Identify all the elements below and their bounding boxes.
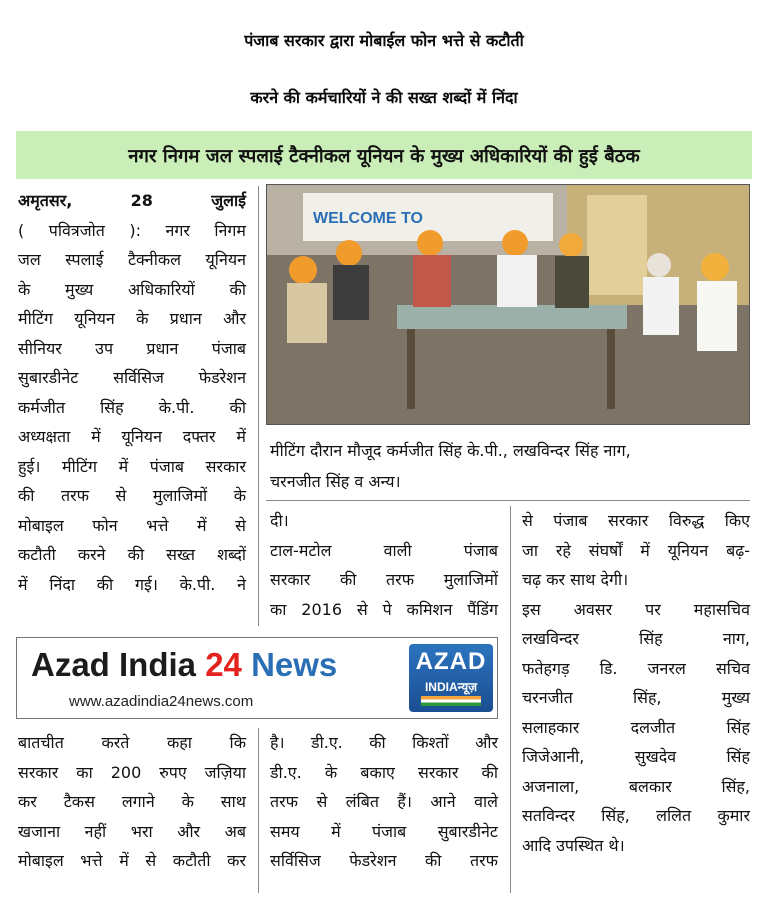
ad-brand-part: Azad India	[31, 646, 206, 683]
article-line: की तरफ से मुलाजिमों के	[18, 486, 246, 505]
article-line: सलाहकार दलजीत सिंह	[522, 717, 750, 737]
article-line: कर्मजीत सिंह के.पी. की	[18, 397, 246, 417]
article-line: जा रहे संघर्षों में यूनियन बढ़-	[522, 540, 750, 560]
article-line: चढ़ कर साथ देगी।	[522, 570, 629, 589]
article-line: सर्विसिज फेडरेशन की तरफ	[270, 851, 498, 870]
advertisement-banner[interactable]	[16, 637, 498, 719]
article-line: जिजेआनी, सुखदेव सिंह	[522, 747, 750, 766]
article-line: सतविन्दर सिंह, ललित कुमार	[522, 806, 750, 825]
ad-brand-part: News	[241, 646, 338, 683]
article-line: खजाना नहीं भरा और अब	[18, 821, 246, 841]
article-line: अजनाला, बलकार सिंह,	[522, 776, 750, 796]
caption-divider	[266, 500, 750, 501]
article-line: डी.ए. के बकाए सरकार की	[270, 762, 498, 782]
article-line: जल स्पलाई टैक्नीकल यूनियन	[18, 250, 246, 269]
article-line: लखविन्दर सिंह नाग,	[522, 629, 750, 648]
article-line: समय में पंजाब सुबारडीनेट	[270, 821, 498, 841]
column-divider	[510, 506, 511, 893]
ad-brand-part: 24	[205, 646, 242, 683]
photo-caption-line: मीटिंग दौरान मौजूद कर्मजीत सिंह के.पी., लखविन्दर सिंह नाग,	[270, 441, 631, 460]
article-line: का 2016 से पे कमिशन पैंडिंग	[270, 599, 498, 619]
meeting-photo-illustration	[267, 185, 750, 425]
article-line: से पंजाब सरकार विरुद्ध किए	[522, 511, 750, 530]
article-line: टाल-मटोल वाली पंजाब	[270, 540, 498, 560]
article-column-2-top	[270, 506, 498, 624]
article-line: मोबाइल फोन भत्ते में से	[18, 515, 246, 535]
article-line: हुई। मीटिंग में पंजाब सरकार	[18, 456, 246, 476]
article-line: सीनियर उप प्रधान पंजाब	[18, 338, 246, 358]
article-line: कर टैकस लगाने के साथ	[18, 792, 246, 811]
subheadline-text: नगर निगम जल स्पलाई टैक्नीकल यूनियन के मुख्य अधिकारियों की हुई बैठक	[128, 145, 640, 167]
article-line: के मुख्य अधिकारियों की	[18, 279, 246, 299]
ad-logo-top: AZAD	[415, 648, 487, 675]
article-line: तरफ से लंबित हैं। आने वाले	[270, 792, 498, 811]
article-column-2-bottom	[270, 728, 498, 876]
headline-line-2: करने की कर्मचारियों ने की सख्त शब्दों में निंदा	[250, 88, 518, 107]
article-line: सरकार की तरफ मुलाजिमों	[270, 570, 498, 589]
article-line: में निंदा की गई। के.पी. ने	[18, 574, 246, 594]
article-line: अमृतसर, 28 जुलाई	[18, 191, 246, 210]
photo-caption	[270, 435, 750, 497]
article-line: दी।	[270, 511, 289, 530]
column-divider	[258, 186, 259, 626]
article-column-1-bottom	[18, 728, 246, 876]
meeting-photo	[266, 184, 750, 425]
article-line: कटौती करने की सख्त शब्दों	[18, 545, 246, 564]
ad-brand-title	[31, 646, 337, 684]
article-line: सरकार का 200 रुपए जज़िया	[18, 762, 246, 782]
article-line: है। डी.ए. की किश्तों और	[270, 733, 498, 752]
headline-line-1: पंजाब सरकार द्वारा मोबाईल फोन भत्ते से कटौती	[244, 31, 524, 50]
article-line: अध्यक्षता में यूनियन दफ्तर में	[18, 427, 246, 446]
column-divider	[258, 728, 259, 893]
flag-icon	[421, 696, 481, 706]
ad-logo	[409, 644, 493, 712]
welcome-sign-text: WELCOME TO	[313, 210, 423, 227]
ad-logo-mid: INDIAन्यूज़	[424, 680, 478, 694]
article-line: मीटिंग यूनियन के प्रधान और	[18, 309, 246, 328]
photo-caption-line: चरनजीत सिंह व अन्य।	[270, 472, 401, 491]
article-column-3	[522, 506, 750, 860]
article-line: मोबाइल भत्ते में से कटौती कर	[18, 851, 246, 870]
article-line: बातचीत करते कहा कि	[18, 733, 246, 752]
article-line: ( पवित्रजोत ): नगर निगम	[18, 220, 246, 240]
article-line: इस अवसर पर महासचिव	[522, 599, 750, 619]
article-line: चरनजीत सिंह, मुख्य	[522, 688, 750, 707]
article-line: आदि उपस्थित थे।	[522, 835, 625, 855]
ad-url-link[interactable]: www.azadindia24news.com	[69, 693, 254, 710]
subheadline	[16, 131, 752, 179]
article-line: फतेहगड़ डि. जनरल सचिव	[522, 658, 750, 678]
article-column-1-top	[18, 186, 246, 599]
article-line: सुबारडीनेट सर्विसिज फेडरेशन	[18, 368, 246, 387]
